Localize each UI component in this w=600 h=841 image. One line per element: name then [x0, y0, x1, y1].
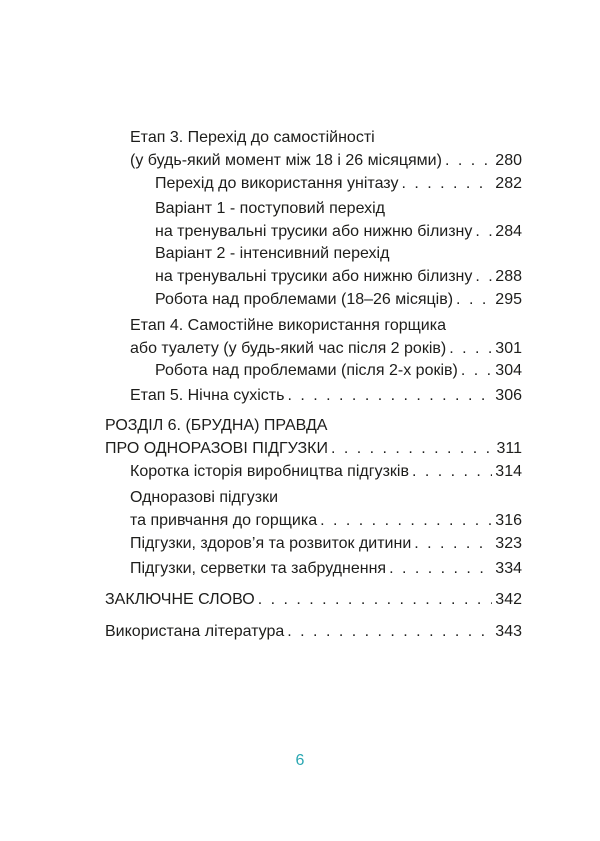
toc-entry-diaper-history[interactable] [130, 460, 522, 483]
page-number: 334 [495, 560, 522, 577]
page-number: 280 [495, 152, 522, 169]
page-number: 314 [495, 463, 522, 480]
entry-title: Використана література [105, 623, 285, 640]
toc-entry-problems-after-2[interactable] [155, 359, 522, 382]
dot-leader [258, 588, 493, 611]
page-number: 288 [495, 268, 522, 285]
dot-leader [401, 172, 492, 195]
dot-leader [449, 337, 492, 360]
entry-title-continued: та привчання до горщика [130, 512, 318, 529]
entry-title: ЗАКЛЮЧНЕ СЛОВО [105, 591, 255, 608]
page-number: 301 [495, 340, 522, 357]
toc-entry-conclusion[interactable] [105, 588, 522, 611]
entry-title-continued: або туалету (у будь-який час після 2 років) [130, 340, 447, 357]
entry-title: Коротка історія виробництва підгузків [130, 463, 409, 480]
entry-title: Підгузки, здоров’я та розвиток дитини [130, 535, 412, 552]
dot-leader [456, 288, 492, 311]
page-number: 316 [495, 512, 522, 529]
toc-entry-stage-4[interactable] [130, 314, 522, 360]
toc-entry-problems-18-26[interactable] [155, 288, 522, 311]
entry-title: Перехід до використання унітазу [155, 175, 399, 192]
dot-leader [414, 532, 492, 555]
entry-title: РОЗДІЛ 6. (БРУДНА) ПРАВДА [105, 417, 328, 434]
toc-entry-literature[interactable] [105, 620, 522, 643]
entry-title: Етап 3. Перехід до самостійності [130, 129, 375, 146]
toc-entry-toilet[interactable] [155, 172, 522, 195]
page-number: 295 [495, 291, 522, 308]
page-number: 306 [495, 387, 522, 404]
entry-title-continued: на тренувальні трусики або нижню білизну [155, 223, 473, 240]
entry-title: Варіант 2 - інтенсивний перехід [155, 245, 390, 262]
entry-title-continued: (у будь-який момент між 18 і 26 місяцями) [130, 152, 442, 169]
toc-entry-stage-3[interactable] [130, 126, 522, 172]
page-number: 311 [496, 440, 522, 457]
toc-entry-stage-5[interactable] [130, 384, 522, 407]
entry-title-continued: на тренувальні трусики або нижню білизну [155, 268, 473, 285]
page-number: 342 [495, 591, 522, 608]
dot-leader [320, 509, 492, 532]
dot-leader [475, 220, 492, 243]
page-number: 343 [495, 623, 522, 640]
toc-entry-disposable-diapers[interactable] [130, 486, 522, 532]
dot-leader [287, 384, 492, 407]
entry-title: Робота над проблемами (18–26 місяців) [155, 291, 454, 308]
page-number: 304 [495, 362, 522, 379]
entry-title-continued: ПРО ОДНОРАЗОВІ ПІДГУЗКИ [105, 440, 328, 457]
dot-leader [389, 557, 492, 580]
dot-leader [461, 359, 492, 382]
page-number: 284 [495, 223, 522, 240]
toc-entry-option-2[interactable] [155, 242, 522, 288]
toc-entry-health[interactable] [130, 532, 522, 555]
entry-title: Робота над проблемами (після 2-х років) [155, 362, 458, 379]
entry-title: Підгузки, серветки та забруднення [130, 560, 387, 577]
dot-leader [475, 265, 492, 288]
entry-title: Варіант 1 - поступовий перехід [155, 200, 385, 217]
dot-leader [412, 460, 492, 483]
toc-entry-pollution[interactable] [130, 557, 522, 580]
dot-leader [287, 620, 492, 643]
dot-leader [331, 437, 494, 460]
page-number: 282 [495, 175, 522, 192]
page-folio: 6 [295, 752, 305, 769]
toc-entry-option-1[interactable] [155, 197, 522, 243]
entry-title: Етап 5. Нічна сухість [130, 387, 285, 404]
dot-leader [445, 149, 492, 172]
entry-title: Одноразові підгузки [130, 489, 278, 506]
toc-entry-section-6[interactable] [105, 414, 522, 460]
entry-title: Етап 4. Самостійне використання горщика [130, 317, 446, 334]
page-number: 323 [495, 535, 522, 552]
